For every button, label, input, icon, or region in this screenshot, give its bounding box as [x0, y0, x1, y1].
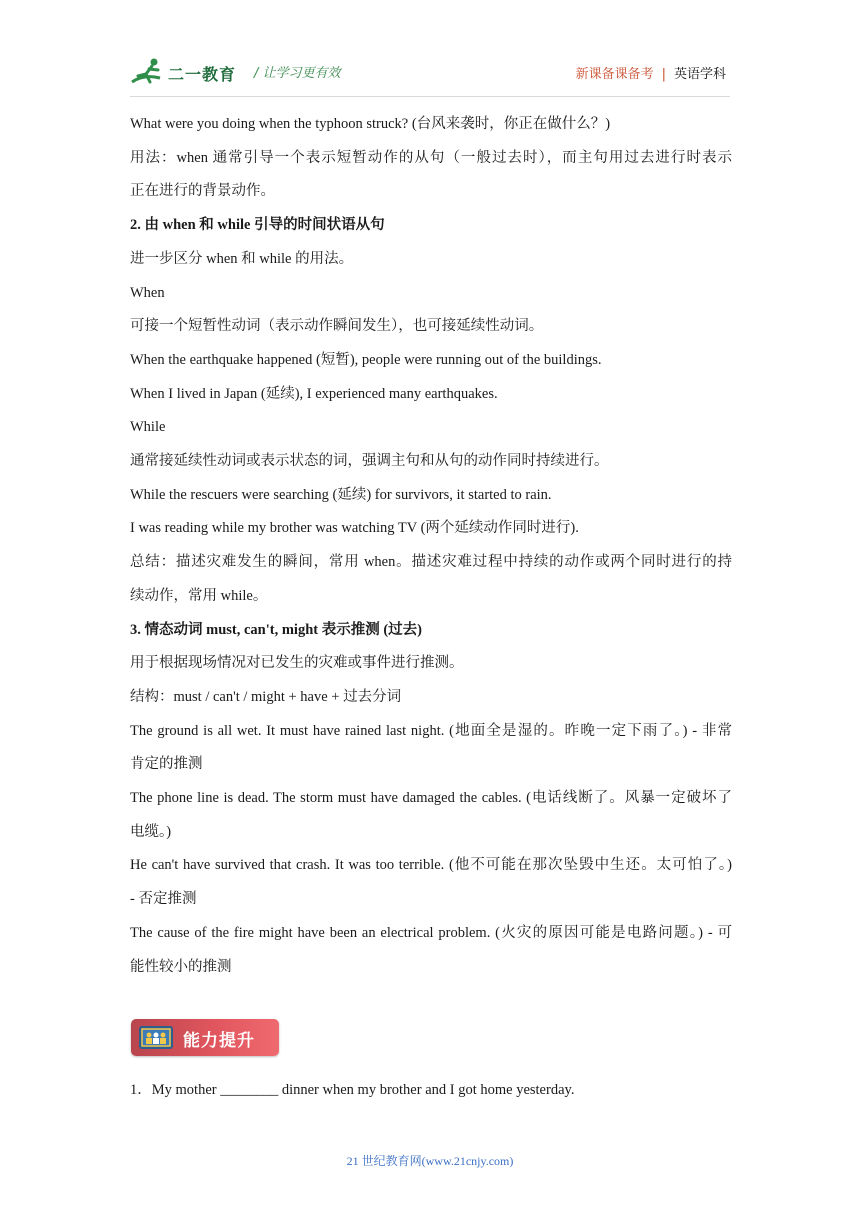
subheading-while: While [130, 419, 166, 436]
example-line: While the rescuers were searching (延续) for survivors, it started to rain. [130, 486, 552, 503]
header-tag-subject: 英语学科 [673, 67, 726, 82]
text-line: 能性较小的推测 [130, 958, 232, 975]
text-line: 正在进行的背景动作。 [130, 183, 275, 200]
example-line: He can't have survived that crash. It was too terrible. (他不可能在那次坠毁中生还。太可怕了。) [130, 857, 732, 874]
example-line: When the earthquake happened (短暂), people were running out of the buildings. [130, 351, 602, 368]
slogan: / 让学习更有效 [254, 66, 341, 81]
subheading-when: When [130, 284, 165, 301]
text-line: 用于根据现场情况对已发生的灾难或事件进行推测。 [130, 655, 464, 672]
badge-label: 能力提升 [183, 1031, 255, 1051]
text-line: 肯定的推测 [130, 756, 203, 773]
page-header [130, 56, 730, 90]
question-1: 1．My mother ________ dinner when my brother and I got home yesterday. [130, 1082, 575, 1098]
people-icon [139, 1026, 173, 1049]
section-badge [131, 1019, 279, 1056]
text-line: 进一步区分 when 和 while 的用法。 [130, 250, 354, 267]
example-line: I was reading while my brother was watching TV (两个延续动作同时进行). [130, 520, 579, 537]
section-heading: 3. 情态动词 must, can't, might 表示推测 (过去) [130, 621, 423, 638]
header-separator: | [661, 67, 666, 82]
text-line: 总结：描述灾难发生的瞬间，常用 when。描述灾难过程中持续的动作或两个同时进行的持 [130, 554, 732, 571]
text-line: 通常接延续性动词或表示状态的词，强调主句和从句的动作同时持续进行。 [130, 453, 609, 470]
text-line: 可接一个短暂性动词（表示动作瞬间发生），也可接延续性动词。 [130, 318, 544, 335]
document-body [130, 108, 732, 984]
example-line: When I lived in Japan (延续), I experienced many earthquakes. [130, 385, 498, 402]
text-line: 用法：when 通常引导一个表示短暂动作的从句（一般过去时），而主句用过去进行时表示 [130, 149, 732, 166]
runner-icon [130, 56, 170, 88]
header-tag-prep: 新课备课备考 [575, 67, 654, 82]
header-divider [130, 96, 730, 97]
example-line: The cause of the fire might have been an electrical problem. (火灾的原因可能是电路问题。) - 可 [130, 924, 732, 941]
text-line: - 否定推测 [130, 891, 197, 908]
page-footer: 21 世纪教育网(www.21cnjy.com) [346, 1154, 514, 1168]
text-line: 结构：must / can't / might + have + 过去分词 [130, 688, 402, 705]
logo-text: 二一教育 [168, 65, 237, 84]
example-line: The ground is all wet. It must have rained last night. (地面全是湿的。昨晚一定下雨了。) - 非常 [130, 722, 732, 739]
text-line: What were you doing when the typhoon struck? (台风来袭时，你正在做什么？) [130, 116, 611, 132]
text-line: 续动作，常用 while。 [130, 587, 268, 604]
section-heading: 2. 由 when 和 while 引导的时间状语从句 [130, 217, 385, 234]
header-right [576, 63, 726, 82]
text-line: 电缆。) [130, 823, 172, 840]
example-line: The phone line is dead. The storm must have damaged the cables. (电话线断了。风暴一定破坏了 [130, 790, 732, 807]
brand-logo [130, 56, 242, 88]
